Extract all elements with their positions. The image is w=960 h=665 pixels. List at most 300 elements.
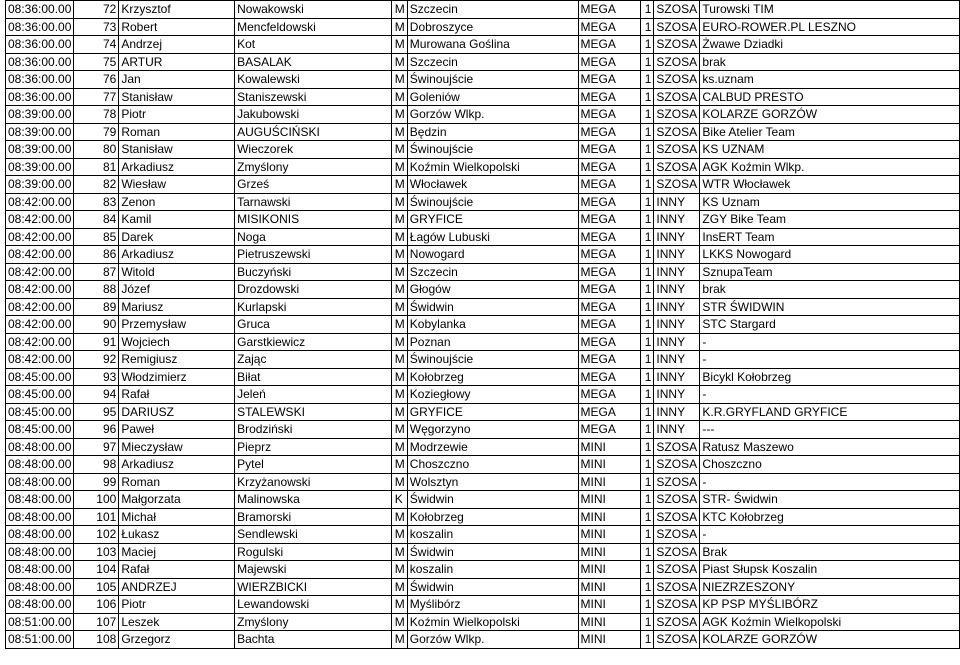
bike-type-cell: INNY	[654, 368, 700, 386]
table-row	[6, 508, 960, 526]
bib-number-cell: 106	[74, 596, 119, 614]
category-number-cell: 1	[641, 158, 654, 176]
team-cell: Żwawe Dziadki	[700, 36, 960, 54]
start-time-cell: 08:48:00.00	[6, 561, 74, 579]
start-list-table	[5, 0, 960, 649]
category-cell: MEGA	[578, 333, 641, 351]
bike-type-cell: SZOSA	[654, 473, 700, 491]
first-name-cell: Remigiusz	[119, 351, 235, 369]
team-cell: AGK Koźmin Wielkopolski	[700, 613, 960, 631]
first-name-cell: Krzysztof	[119, 1, 235, 19]
bib-number-cell: 96	[74, 421, 119, 439]
category-number-cell: 1	[641, 193, 654, 211]
bike-type-cell: SZOSA	[654, 36, 700, 54]
bike-type-cell: SZOSA	[654, 543, 700, 561]
category-cell: MEGA	[578, 176, 641, 194]
team-cell: Brak	[700, 543, 960, 561]
bib-number-cell: 105	[74, 578, 119, 596]
bib-number-cell: 74	[74, 36, 119, 54]
last-name-cell: Bramorski	[235, 508, 392, 526]
start-time-cell: 08:39:00.00	[6, 106, 74, 124]
category-number-cell: 1	[641, 53, 654, 71]
table-row	[6, 281, 960, 299]
bike-type-cell: INNY	[654, 316, 700, 334]
start-time-cell: 08:48:00.00	[6, 596, 74, 614]
last-name-cell: Buczyński	[235, 263, 392, 281]
bike-type-cell: SZOSA	[654, 438, 700, 456]
last-name-cell: Rogulski	[235, 543, 392, 561]
start-time-cell: 08:42:00.00	[6, 316, 74, 334]
first-name-cell: ARTUR	[119, 53, 235, 71]
table-row	[6, 193, 960, 211]
category-number-cell: 1	[641, 228, 654, 246]
bib-number-cell: 108	[74, 631, 119, 649]
last-name-cell: Tarnawski	[235, 193, 392, 211]
city-cell: Szczecin	[407, 263, 578, 281]
sex-cell: M	[391, 53, 407, 71]
first-name-cell: Rafał	[119, 386, 235, 404]
last-name-cell: Majewski	[235, 561, 392, 579]
table-row	[6, 263, 960, 281]
sex-cell: M	[391, 158, 407, 176]
bib-number-cell: 89	[74, 298, 119, 316]
city-cell: Świdwin	[407, 543, 578, 561]
bike-type-cell: SZOSA	[654, 561, 700, 579]
bib-number-cell: 107	[74, 613, 119, 631]
first-name-cell: Jan	[119, 71, 235, 89]
bike-type-cell: INNY	[654, 263, 700, 281]
start-time-cell: 08:36:00.00	[6, 1, 74, 19]
start-time-cell: 08:39:00.00	[6, 141, 74, 159]
table-row	[6, 316, 960, 334]
team-cell: Turowski TIM	[700, 1, 960, 19]
table-row	[6, 298, 960, 316]
bike-type-cell: SZOSA	[654, 53, 700, 71]
sex-cell: M	[391, 316, 407, 334]
city-cell: Kołobrzeg	[407, 508, 578, 526]
last-name-cell: Bachta	[235, 631, 392, 649]
bike-type-cell: SZOSA	[654, 1, 700, 19]
team-cell: LKKS Nowogard	[700, 246, 960, 264]
city-cell: Goleniów	[407, 88, 578, 106]
last-name-cell: Pieprz	[235, 438, 392, 456]
last-name-cell: Pietruszewski	[235, 246, 392, 264]
category-number-cell: 1	[641, 578, 654, 596]
first-name-cell: Roman	[119, 123, 235, 141]
first-name-cell: Wiesław	[119, 176, 235, 194]
bib-number-cell: 97	[74, 438, 119, 456]
bib-number-cell: 91	[74, 333, 119, 351]
city-cell: Koźmin Wielkopolski	[407, 158, 578, 176]
bike-type-cell: SZOSA	[654, 596, 700, 614]
last-name-cell: Kowalewski	[235, 71, 392, 89]
team-cell: Piast Słupsk Koszalin	[700, 561, 960, 579]
bike-type-cell: SZOSA	[654, 141, 700, 159]
category-number-cell: 1	[641, 473, 654, 491]
first-name-cell: Grzegorz	[119, 631, 235, 649]
sex-cell: M	[391, 193, 407, 211]
bib-number-cell: 94	[74, 386, 119, 404]
category-cell: MINI	[578, 508, 641, 526]
category-cell: MEGA	[578, 368, 641, 386]
sex-cell: M	[391, 561, 407, 579]
table-row	[6, 438, 960, 456]
table-row	[6, 88, 960, 106]
first-name-cell: Arkadiusz	[119, 158, 235, 176]
first-name-cell: Przemysław	[119, 316, 235, 334]
first-name-cell: Darek	[119, 228, 235, 246]
table-row	[6, 351, 960, 369]
sex-cell: M	[391, 508, 407, 526]
city-cell: Świnoujście	[407, 141, 578, 159]
city-cell: Świnoujście	[407, 351, 578, 369]
category-cell: MINI	[578, 543, 641, 561]
team-cell: -	[700, 333, 960, 351]
last-name-cell: Wieczorek	[235, 141, 392, 159]
team-cell: SznupaTeam	[700, 263, 960, 281]
category-cell: MEGA	[578, 123, 641, 141]
first-name-cell: Arkadiusz	[119, 246, 235, 264]
sex-cell: M	[391, 543, 407, 561]
last-name-cell: BASALAK	[235, 53, 392, 71]
table-row	[6, 71, 960, 89]
bike-type-cell: SZOSA	[654, 18, 700, 36]
start-time-cell: 08:45:00.00	[6, 368, 74, 386]
first-name-cell: Mieczysław	[119, 438, 235, 456]
last-name-cell: Malinowska	[235, 491, 392, 509]
bib-number-cell: 73	[74, 18, 119, 36]
start-time-cell: 08:48:00.00	[6, 578, 74, 596]
last-name-cell: Kot	[235, 36, 392, 54]
category-cell: MEGA	[578, 36, 641, 54]
start-time-cell: 08:36:00.00	[6, 18, 74, 36]
sex-cell: M	[391, 228, 407, 246]
category-cell: MEGA	[578, 351, 641, 369]
table-row	[6, 53, 960, 71]
first-name-cell: Robert	[119, 18, 235, 36]
start-time-cell: 08:51:00.00	[6, 613, 74, 631]
bike-type-cell: INNY	[654, 403, 700, 421]
start-time-cell: 08:48:00.00	[6, 508, 74, 526]
start-time-cell: 08:36:00.00	[6, 53, 74, 71]
category-cell: MEGA	[578, 403, 641, 421]
category-cell: MINI	[578, 561, 641, 579]
city-cell: GRYFICE	[407, 211, 578, 229]
table-row	[6, 473, 960, 491]
last-name-cell: Biłat	[235, 368, 392, 386]
team-cell: KS UZNAM	[700, 141, 960, 159]
start-time-cell: 08:45:00.00	[6, 421, 74, 439]
city-cell: Kobylanka	[407, 316, 578, 334]
bib-number-cell: 79	[74, 123, 119, 141]
city-cell: koszalin	[407, 561, 578, 579]
city-cell: Murowana Goślina	[407, 36, 578, 54]
team-cell: Bike Atelier Team	[700, 123, 960, 141]
city-cell: Poznan	[407, 333, 578, 351]
bike-type-cell: INNY	[654, 281, 700, 299]
bike-type-cell: SZOSA	[654, 613, 700, 631]
last-name-cell: Zmyślony	[235, 613, 392, 631]
bib-number-cell: 104	[74, 561, 119, 579]
category-number-cell: 1	[641, 421, 654, 439]
table-row	[6, 1, 960, 19]
city-cell: Świdwin	[407, 578, 578, 596]
category-cell: MEGA	[578, 421, 641, 439]
start-time-cell: 08:48:00.00	[6, 456, 74, 474]
table-row	[6, 526, 960, 544]
sex-cell: M	[391, 421, 407, 439]
bike-type-cell: SZOSA	[654, 508, 700, 526]
bike-type-cell: INNY	[654, 421, 700, 439]
last-name-cell: Garstkiewicz	[235, 333, 392, 351]
sex-cell: M	[391, 246, 407, 264]
bike-type-cell: SZOSA	[654, 176, 700, 194]
category-number-cell: 1	[641, 438, 654, 456]
category-number-cell: 1	[641, 1, 654, 19]
city-cell: Węgorzyno	[407, 421, 578, 439]
sex-cell: M	[391, 596, 407, 614]
table-row	[6, 543, 960, 561]
bike-type-cell: SZOSA	[654, 526, 700, 544]
sex-cell: M	[391, 18, 407, 36]
first-name-cell: Paweł	[119, 421, 235, 439]
bike-type-cell: SZOSA	[654, 106, 700, 124]
city-cell: Modrzewie	[407, 438, 578, 456]
city-cell: Łagów Lubuski	[407, 228, 578, 246]
category-number-cell: 1	[641, 491, 654, 509]
category-number-cell: 1	[641, 71, 654, 89]
last-name-cell: WIERZBICKI	[235, 578, 392, 596]
last-name-cell: STALEWSKI	[235, 403, 392, 421]
team-cell: brak	[700, 281, 960, 299]
bike-type-cell: SZOSA	[654, 158, 700, 176]
table-row	[6, 386, 960, 404]
category-cell: MEGA	[578, 228, 641, 246]
bike-type-cell: INNY	[654, 246, 700, 264]
start-time-cell: 08:42:00.00	[6, 193, 74, 211]
city-cell: Kołobrzeg	[407, 368, 578, 386]
bib-number-cell: 90	[74, 316, 119, 334]
sex-cell: M	[391, 386, 407, 404]
category-cell: MEGA	[578, 1, 641, 19]
category-cell: MEGA	[578, 298, 641, 316]
start-time-cell: 08:48:00.00	[6, 473, 74, 491]
first-name-cell: Andrzej	[119, 36, 235, 54]
last-name-cell: AUGUŚCIŃSKI	[235, 123, 392, 141]
category-number-cell: 1	[641, 596, 654, 614]
team-cell: CALBUD PRESTO	[700, 88, 960, 106]
start-time-cell: 08:39:00.00	[6, 123, 74, 141]
category-number-cell: 1	[641, 526, 654, 544]
city-cell: Koźmin Wielkopolski	[407, 613, 578, 631]
category-cell: MEGA	[578, 88, 641, 106]
first-name-cell: Roman	[119, 473, 235, 491]
first-name-cell: Leszek	[119, 613, 235, 631]
sex-cell: M	[391, 613, 407, 631]
table-row	[6, 368, 960, 386]
start-time-cell: 08:42:00.00	[6, 211, 74, 229]
category-cell: MINI	[578, 596, 641, 614]
category-number-cell: 1	[641, 631, 654, 649]
start-time-cell: 08:39:00.00	[6, 158, 74, 176]
bib-number-cell: 72	[74, 1, 119, 19]
city-cell: Myślibórz	[407, 596, 578, 614]
bike-type-cell: SZOSA	[654, 578, 700, 596]
category-cell: MEGA	[578, 246, 641, 264]
sex-cell: M	[391, 631, 407, 649]
category-number-cell: 1	[641, 281, 654, 299]
bib-number-cell: 76	[74, 71, 119, 89]
table-row	[6, 596, 960, 614]
team-cell: NIEZRZESZONY	[700, 578, 960, 596]
sex-cell: M	[391, 211, 407, 229]
last-name-cell: Krzyżanowski	[235, 473, 392, 491]
sex-cell: M	[391, 1, 407, 19]
first-name-cell: Józef	[119, 281, 235, 299]
first-name-cell: ANDRZEJ	[119, 578, 235, 596]
category-number-cell: 1	[641, 508, 654, 526]
table-row	[6, 176, 960, 194]
last-name-cell: Zmyślony	[235, 158, 392, 176]
category-number-cell: 1	[641, 456, 654, 474]
team-cell: ZGY Bike Team	[700, 211, 960, 229]
first-name-cell: Wojciech	[119, 333, 235, 351]
start-time-cell: 08:36:00.00	[6, 88, 74, 106]
category-cell: MINI	[578, 438, 641, 456]
category-cell: MEGA	[578, 281, 641, 299]
bike-type-cell: SZOSA	[654, 88, 700, 106]
city-cell: Głogów	[407, 281, 578, 299]
city-cell: Nowogard	[407, 246, 578, 264]
table-row	[6, 106, 960, 124]
sex-cell: M	[391, 123, 407, 141]
sex-cell: M	[391, 351, 407, 369]
start-time-cell: 08:48:00.00	[6, 438, 74, 456]
first-name-cell: Arkadiusz	[119, 456, 235, 474]
first-name-cell: Maciej	[119, 543, 235, 561]
city-cell: Dobroszyce	[407, 18, 578, 36]
start-time-cell: 08:42:00.00	[6, 246, 74, 264]
category-number-cell: 1	[641, 176, 654, 194]
start-time-cell: 08:42:00.00	[6, 228, 74, 246]
last-name-cell: Grześ	[235, 176, 392, 194]
category-cell: MEGA	[578, 386, 641, 404]
first-name-cell: Kamil	[119, 211, 235, 229]
start-list-body	[6, 1, 960, 649]
first-name-cell: Zenon	[119, 193, 235, 211]
team-cell: STR- Świdwin	[700, 491, 960, 509]
start-time-cell: 08:42:00.00	[6, 281, 74, 299]
table-row	[6, 158, 960, 176]
category-cell: MINI	[578, 473, 641, 491]
sex-cell: M	[391, 71, 407, 89]
team-cell: Choszczno	[700, 456, 960, 474]
bib-number-cell: 102	[74, 526, 119, 544]
sex-cell: M	[391, 473, 407, 491]
start-time-cell: 08:45:00.00	[6, 403, 74, 421]
sex-cell: M	[391, 298, 407, 316]
sex-cell: M	[391, 438, 407, 456]
sex-cell: M	[391, 368, 407, 386]
category-number-cell: 1	[641, 141, 654, 159]
first-name-cell: Rafał	[119, 561, 235, 579]
bib-number-cell: 103	[74, 543, 119, 561]
category-cell: MINI	[578, 613, 641, 631]
city-cell: Świnoujście	[407, 71, 578, 89]
last-name-cell: Pytel	[235, 456, 392, 474]
last-name-cell: Mencfeldowski	[235, 18, 392, 36]
category-number-cell: 1	[641, 106, 654, 124]
sex-cell: M	[391, 403, 407, 421]
table-row	[6, 421, 960, 439]
category-cell: MINI	[578, 491, 641, 509]
last-name-cell: Zając	[235, 351, 392, 369]
table-row	[6, 228, 960, 246]
bib-number-cell: 98	[74, 456, 119, 474]
start-time-cell: 08:48:00.00	[6, 543, 74, 561]
bib-number-cell: 93	[74, 368, 119, 386]
category-number-cell: 1	[641, 561, 654, 579]
sex-cell: M	[391, 333, 407, 351]
category-number-cell: 1	[641, 613, 654, 631]
start-time-cell: 08:42:00.00	[6, 298, 74, 316]
sex-cell: M	[391, 281, 407, 299]
table-row	[6, 403, 960, 421]
bike-type-cell: SZOSA	[654, 631, 700, 649]
last-name-cell: Gruca	[235, 316, 392, 334]
category-number-cell: 1	[641, 18, 654, 36]
last-name-cell: Brodziński	[235, 421, 392, 439]
table-row	[6, 246, 960, 264]
category-number-cell: 1	[641, 368, 654, 386]
first-name-cell: Małgorzata	[119, 491, 235, 509]
last-name-cell: Noga	[235, 228, 392, 246]
table-row	[6, 456, 960, 474]
team-cell: K.R.GRYFLAND GRYFICE	[700, 403, 960, 421]
start-time-cell: 08:45:00.00	[6, 386, 74, 404]
bike-type-cell: INNY	[654, 386, 700, 404]
bib-number-cell: 77	[74, 88, 119, 106]
start-time-cell: 08:42:00.00	[6, 263, 74, 281]
team-cell: ---	[700, 421, 960, 439]
first-name-cell: Witold	[119, 263, 235, 281]
category-cell: MEGA	[578, 71, 641, 89]
city-cell: Gorzów Wlkp.	[407, 631, 578, 649]
team-cell: Bicykl Kołobrzeg	[700, 368, 960, 386]
sex-cell: M	[391, 36, 407, 54]
bike-type-cell: SZOSA	[654, 123, 700, 141]
team-cell: InsERT Team	[700, 228, 960, 246]
city-cell: Będzin	[407, 123, 578, 141]
last-name-cell: Staniszewski	[235, 88, 392, 106]
category-cell: MEGA	[578, 263, 641, 281]
team-cell: AGK Koźmin Wlkp.	[700, 158, 960, 176]
category-number-cell: 1	[641, 123, 654, 141]
category-cell: MINI	[578, 526, 641, 544]
category-number-cell: 1	[641, 298, 654, 316]
category-cell: MEGA	[578, 53, 641, 71]
category-number-cell: 1	[641, 263, 654, 281]
bib-number-cell: 87	[74, 263, 119, 281]
sex-cell: M	[391, 176, 407, 194]
team-cell: -	[700, 386, 960, 404]
start-time-cell: 08:39:00.00	[6, 176, 74, 194]
city-cell: Włocławek	[407, 176, 578, 194]
category-cell: MEGA	[578, 106, 641, 124]
team-cell: KTC Kołobrzeg	[700, 508, 960, 526]
start-time-cell: 08:42:00.00	[6, 351, 74, 369]
team-cell: STC Stargard	[700, 316, 960, 334]
